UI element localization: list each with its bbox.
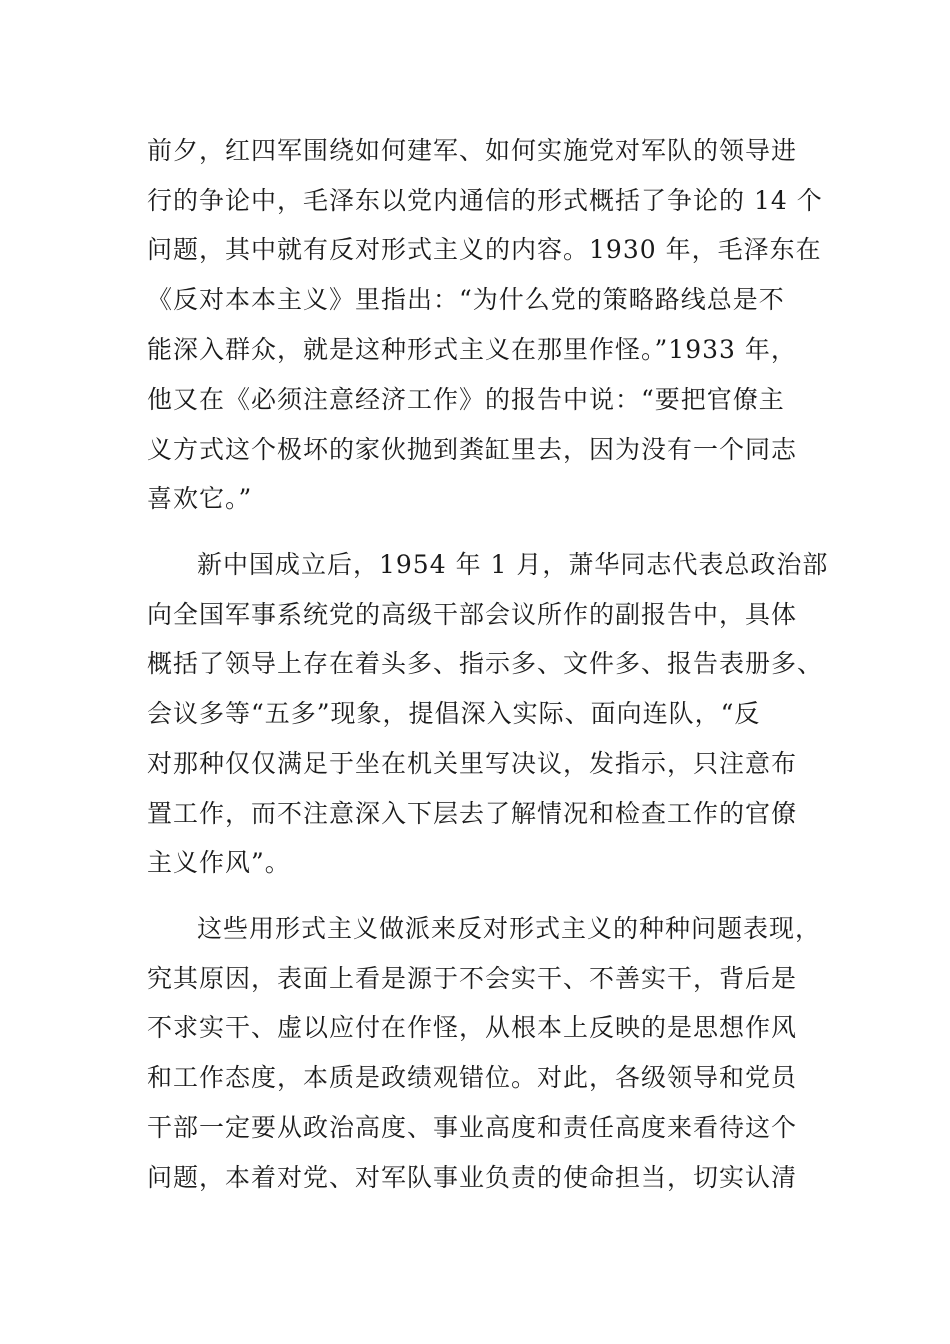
- text-line: 喜欢它。”: [147, 484, 253, 513]
- text-line: 问题，本着对党、对军队事业负责的使命担当，切实认清: [147, 1163, 798, 1192]
- text-line: 问题，其中就有反对形式主义的内容。1930 年，毛泽东在: [147, 235, 822, 264]
- text-line: 概括了领导上存在着头多、指示多、文件多、报告表册多、: [147, 649, 824, 678]
- text-line: 《反对本本主义》里指出：“为什么党的策略路线总是不: [147, 285, 785, 314]
- text-line: 义方式这个极坏的家伙抛到粪缸里去，因为没有一个同志: [147, 435, 798, 464]
- text-line: 这些用形式主义做派来反对形式主义的种种问题表现，: [197, 914, 822, 943]
- text-line: 对那种仅仅满足于坐在机关里写决议，发指示，只注意布: [147, 749, 798, 778]
- text-line: 不求实干、虚以应付在作怪，从根本上反映的是思想作风: [147, 1013, 798, 1042]
- text-line: 会议多等“五多”现象，提倡深入实际、面向连队，“反: [147, 699, 761, 728]
- text-line: 干部一定要从政治高度、事业高度和责任高度来看待这个: [147, 1113, 798, 1142]
- text-line: 能深入群众，就是这种形式主义在那里作怪。”1933 年，: [147, 335, 797, 364]
- text-line: 向全国军事系统党的高级干部会议所作的副报告中，具体: [147, 600, 798, 629]
- text-line: 究其原因，表面上看是源于不会实干、不善实干，背后是: [147, 964, 798, 993]
- text-line: 和工作态度，本质是政绩观错位。对此，各级领导和党员: [147, 1063, 798, 1092]
- text-line: 新中国成立后，1954 年 1 月，萧华同志代表总政治部: [197, 550, 829, 579]
- text-line: 前夕，红四军围绕如何建军、如何实施党对军队的领导进: [147, 136, 798, 165]
- text-line: 行的争论中，毛泽东以党内通信的形式概括了争论的 14 个: [147, 186, 823, 215]
- text-line: 他又在《必须注意经济工作》的报告中说：“要把官僚主: [147, 385, 785, 414]
- text-line: 主义作风”。: [147, 848, 291, 877]
- text-line: 置工作，而不注意深入下层去了解情况和检查工作的官僚: [147, 799, 798, 828]
